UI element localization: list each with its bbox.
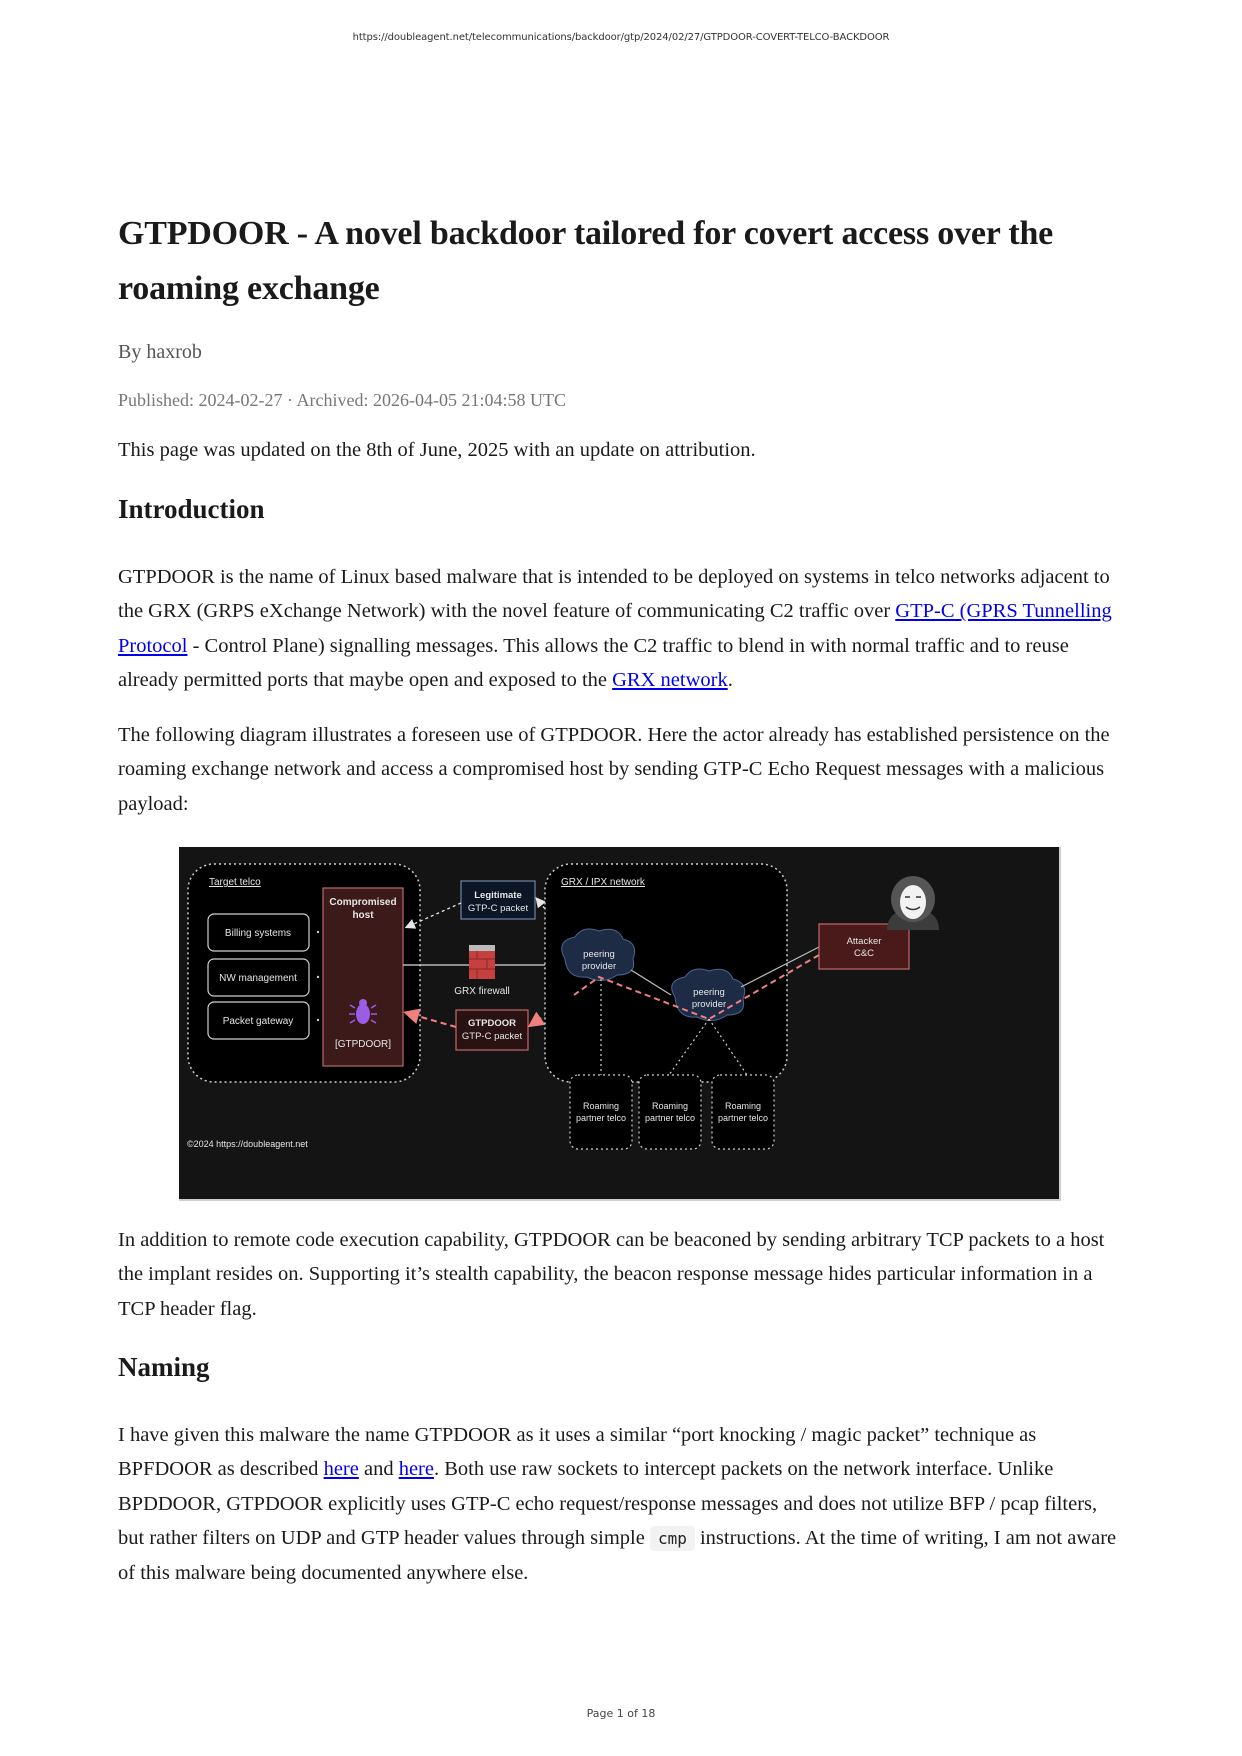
article-title: GTPDOOR - A novel backdoor tailored for covert access over the roaming exchange <box>118 215 1054 307</box>
system-packet-gateway <box>208 1002 309 1039</box>
naming-paragraph <box>118 1418 1128 1590</box>
naming-text-b: and <box>358 1458 399 1481</box>
system-packet-gateway-label: Packet gateway <box>222 1016 294 1027</box>
partner-2-line-2: partner telco <box>644 1113 696 1123</box>
naming-text-a: I have given this malware the name GTPDOOR as it uses a similar “port knocking / magic packet” technique as BPFDOOR as described <box>118 1424 1037 1481</box>
partner-2-line-1: Roaming <box>651 1101 689 1111</box>
compromised-host <box>323 888 403 1066</box>
legit-packet-line-2: GTP-C packet <box>467 903 529 914</box>
intro-text-a: GTPDOOR is the name of Linux based malware that is intended to be deployed on systems in telco networks adjacent to the GRX (GRPS eXchange Network) with the novel feature of communicating C2 traffic over <box>118 566 1110 623</box>
system-billing-label: Billing systems <box>224 928 292 939</box>
system-nw-management <box>208 959 309 996</box>
here-link-2[interactable]: here <box>398 1458 434 1481</box>
update-note: This page was updated on the 8th of June, 2025 with an update on attribution. <box>118 439 756 461</box>
attacker-cnc <box>819 924 909 969</box>
page-url-header: https://doubleagent.net/telecommunications/backdoor/gtp/2024/02/27/GTPDOOR-COVERT-TELCO-BACKDOOR <box>352 32 890 43</box>
legit-packet-line-1: Legitimate <box>474 890 522 901</box>
partner-1-line-1: Roaming <box>582 1101 620 1111</box>
hacker-mask-icon <box>877 876 949 930</box>
compromised-host-line-2: host <box>352 910 374 921</box>
peering-2-line-1: peering <box>693 987 725 998</box>
compromised-host-line-1: Compromised <box>329 897 397 908</box>
grx-ipx-label: GRX / IPX network <box>561 877 645 888</box>
roaming-partner-1 <box>570 1075 632 1149</box>
attacker-line-2: C&C <box>853 948 875 959</box>
here-link-1[interactable]: here <box>323 1458 359 1481</box>
intro-paragraph-1 <box>118 560 1128 697</box>
roaming-partner-3 <box>712 1075 774 1149</box>
system-billing <box>208 914 309 951</box>
system-nw-management-label: NW management <box>219 973 297 984</box>
naming-text-d: instructions. At the time of writing, I am not aware of this malware being documented anywhere else. <box>118 1526 1117 1585</box>
gtpdoor-diagram <box>179 847 1061 1201</box>
partner-3-line-1: Roaming <box>724 1101 762 1111</box>
peering-1-line-2: provider <box>581 961 617 972</box>
firewall-label: GRX firewall <box>454 986 510 997</box>
attacker-line-1: Attacker <box>846 936 882 947</box>
page-number: Page 1 of 18 <box>586 1707 656 1720</box>
article-byline: By haxrob <box>118 341 202 363</box>
peering-1-line-1: peering <box>583 949 615 960</box>
partner-3-line-2: partner telco <box>717 1113 769 1123</box>
grx-network-link[interactable]: GRX network <box>612 668 728 691</box>
intro-paragraph-2: The following diagram illustrates a foreseen use of GTPDOOR. Here the actor already has established persistence on the roaming exchange network and access a compromised host by sending GTP-C Echo Request messages with a malicious payload: <box>118 724 1110 815</box>
article-meta: Published: 2024-02-27 · Archived: 2026-04-05 21:04:58 UTC <box>118 390 566 410</box>
peering-2-line-1: provider <box>691 999 727 1010</box>
implant-label: [GTPDOOR] <box>334 1039 392 1050</box>
partner-1-line-2: partner telco <box>575 1113 627 1123</box>
gtpdoor-packet-line-1: GTPDOOR <box>467 1018 517 1029</box>
naming-text-c: . Both use raw sockets to intercept packets on the network interface. Unlike BPDDOOR, GTPDOOR explicitly uses GTP-C echo request/response messages and does not utilize BFP / pcap filters, but rather filters on UDP and GTP header values through simple <box>118 1458 1098 1549</box>
gtpdoor-packet <box>456 1010 528 1050</box>
firewall-icon <box>469 945 495 979</box>
heading-introduction: Introduction <box>118 494 265 524</box>
heading-naming: Naming <box>118 1352 210 1382</box>
target-telco-label: Target telco <box>209 877 261 888</box>
intro-paragraph-3: In addition to remote code execution capability, GTPDOOR can be beaconed by sending arbitrary TCP packets to a host the implant resides on. Supporting it’s stealth capability, the beacon response message hides particular information in a TCP header flag. <box>118 1229 1105 1320</box>
diagram-copyright: ©2024 https://doubleagent.net <box>187 1139 308 1149</box>
gtp-c-link[interactable]: GTP-C (GPRS Tunnelling Protocol <box>118 600 1112 657</box>
intro-text-c: . <box>727 668 733 691</box>
gtpdoor-packet-line-2: GTP-C packet <box>461 1031 523 1042</box>
inline-code-cmp: cmp <box>650 1526 695 1551</box>
intro-text-b: - Control Plane) signalling messages. This allows the C2 traffic to blend in with normal traffic and to reuse already permitted ports that maybe open and exposed to the <box>118 634 1069 691</box>
legitimate-packet <box>461 881 535 919</box>
roaming-partner-2 <box>639 1075 701 1149</box>
